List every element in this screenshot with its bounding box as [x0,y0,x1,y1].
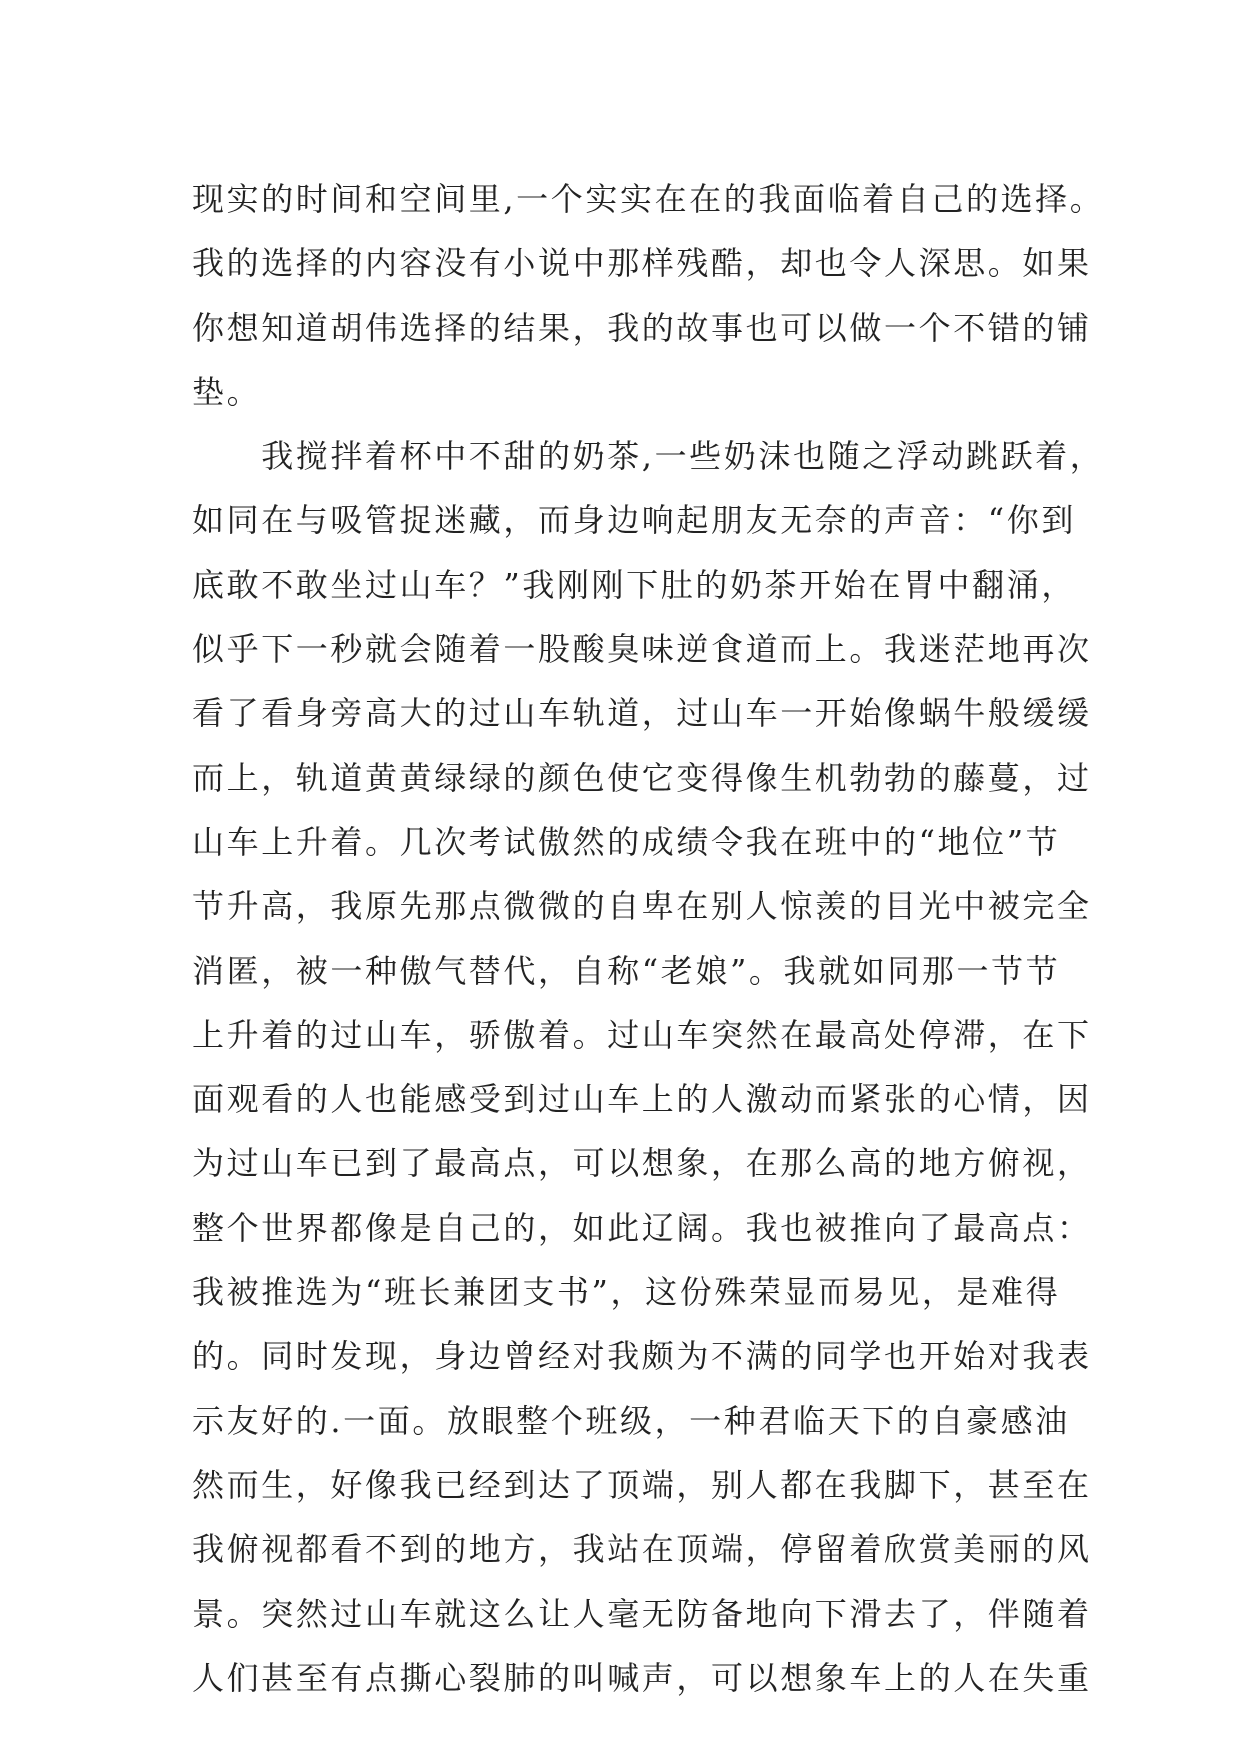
text-line: 为过山车已到了最高点，可以想象，在那么高的地方俯视， [192,1144,1092,1183]
text-line: 山车上升着。几次考试傲然的成绩令我在班中的“地位”节 [192,822,1061,861]
text-line: 我俯视都看不到的地方，我站在顶端，停留着欣赏美丽的风 [192,1530,1092,1569]
text-line: 景。突然过山车就这么让人毫无防备地向下滑去了，伴随着 [192,1594,1092,1633]
text-line: 我的选择的内容没有小说中那样残酷，却也令人深思。如果 [192,244,1092,283]
text-line: 消匿，被一种傲气替代，自称“老娘”。我就如同那一节节 [192,951,1061,990]
text-line: 底敢不敢坐过山车？”我刚刚下肚的奶茶开始在胃中翻涌， [192,565,1076,604]
text-line: 节升高，我原先那点微微的自卑在别人惊羡的目光中被完全 [192,887,1092,926]
text-line: 似乎下一秒就会随着一股酸臭味逆食道而上。我迷茫地再次 [192,630,1092,669]
text-line: 然而生，好像我已经到达了顶端，别人都在我脚下，甚至在 [192,1465,1092,1504]
text-line: 我被推选为“班长兼团支书”，这份殊荣显而易见，是难得 [192,1273,1061,1312]
text-line: 面观看的人也能感受到过山车上的人激动而紧张的心情，因 [192,1080,1092,1119]
text-line: 垫。 [192,372,262,411]
text-line: 整个世界都像是自己的，如此辽阔。我也被推向了最高点： [192,1208,1092,1247]
text-line: 而上，轨道黄黄绿绿的颜色使它变得像生机勃勃的藤蔓，过 [192,758,1092,797]
essay-body [192,167,1105,1710]
text-line: 你想知道胡伟选择的结果，我的故事也可以做一个不错的铺 [192,308,1092,347]
paragraph-first-line: 我搅拌着杯中不甜的奶茶,一些奶沫也随之浮动跳跃着， [192,437,1105,476]
text-line: 上升着的过山车，骄傲着。过山车突然在最高处停滞，在下 [192,1015,1092,1054]
text-line: 人们甚至有点撕心裂肺的叫喊声，可以想象车上的人在失重 [192,1658,1092,1697]
text-line: 看了看身旁高大的过山车轨道，过山车一开始像蜗牛般缓缓 [192,694,1092,733]
text-line: 现实的时间和空间里,一个实实在在的我面临着自己的选择。 [192,180,1105,218]
text-line: 示友好的.一面。放眼整个班级，一种君临天下的自豪感油 [192,1401,1070,1440]
text-line: 如同在与吸管捉迷藏，而身边响起朋友无奈的声音：“你到 [192,501,1076,540]
text-line: 的。同时发现，身边曾经对我颇为不满的同学也开始对我表 [192,1337,1092,1376]
